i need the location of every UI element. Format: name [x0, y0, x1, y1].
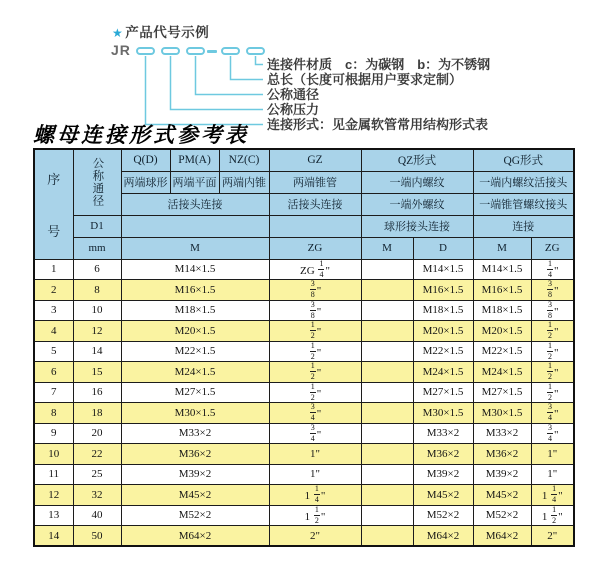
cell-m: M22×1.5	[121, 341, 269, 362]
cell-seq: 4	[34, 321, 73, 342]
cell-dn: 20	[73, 423, 121, 444]
cell-qg-m: M27×1.5	[473, 382, 531, 403]
header-qz-sub-m: M	[361, 237, 413, 259]
label-total-length: 总长（长度可根据用户要求定制）	[267, 72, 463, 87]
cell-qz-m	[361, 300, 413, 321]
cell-qz-d: M16×1.5	[413, 280, 473, 301]
cell-dn: 40	[73, 505, 121, 526]
cell-dn: 18	[73, 403, 121, 424]
header-unit-m: M	[121, 237, 269, 259]
cell-dn: 25	[73, 464, 121, 485]
cell-dn: 12	[73, 321, 121, 342]
cell-qg-zg: $\frac{1}{2}$ "	[531, 362, 574, 383]
cell-qz-d: M45×2	[413, 485, 473, 506]
cell-gz: 1 $\frac{1}{2}$ "	[269, 505, 361, 526]
header-qz-desc: 一端内螺纹	[361, 171, 473, 193]
header-qg-sub-zg: ZG	[531, 237, 574, 259]
cell-gz: $\frac{3}{4}$ "	[269, 423, 361, 444]
cell-qg-m: M22×1.5	[473, 341, 531, 362]
header-dn: 公称通径	[73, 149, 121, 215]
code-box-1	[136, 47, 155, 55]
table-row	[34, 444, 574, 465]
cell-qz-m	[361, 526, 413, 547]
cell-qz-d: M24×1.5	[413, 362, 473, 383]
label-connection-form: 连接形式：见金属软管常用结构形式表	[267, 117, 489, 132]
cell-qz-m	[361, 321, 413, 342]
header-unit-zg: ZG	[269, 237, 361, 259]
label-nominal-pressure: 公称压力	[267, 102, 320, 117]
cell-qg-m: M33×2	[473, 423, 531, 444]
header-qg-row3: 一端锥管螺纹接头	[473, 193, 574, 215]
header-nz-desc: 两端内锥	[219, 171, 269, 193]
cell-qz-m	[361, 423, 413, 444]
cell-qz-d: M33×2	[413, 423, 473, 444]
cell-qz-m	[361, 485, 413, 506]
table-row	[34, 341, 574, 362]
cell-gz: $\frac{1}{2}$ "	[269, 362, 361, 383]
cell-qg-zg: 1"	[531, 444, 574, 465]
header-row-1	[34, 149, 574, 171]
cell-qz-m	[361, 362, 413, 383]
cell-seq: 14	[34, 526, 73, 547]
header-qz-row4: 球形接头连接	[361, 215, 473, 237]
header-col-qg: QG形式	[473, 149, 574, 171]
cell-qz-m	[361, 403, 413, 424]
cell-qg-m: M36×2	[473, 444, 531, 465]
header-qz-row3: 一端外螺纹	[361, 193, 473, 215]
header-blank-gz	[269, 215, 361, 237]
code-box-4	[221, 47, 240, 55]
cell-seq: 5	[34, 341, 73, 362]
cell-m: M45×2	[121, 485, 269, 506]
cell-qg-m: M64×2	[473, 526, 531, 547]
page-title: 螺母连接形式参考表	[33, 123, 249, 147]
table-row	[34, 321, 574, 342]
cell-qz-m	[361, 341, 413, 362]
code-prefix: JR	[111, 42, 131, 58]
cell-seq: 3	[34, 300, 73, 321]
cell-m: M52×2	[121, 505, 269, 526]
cell-gz: 1"	[269, 464, 361, 485]
cell-qz-d: M36×2	[413, 444, 473, 465]
cell-gz: 2"	[269, 526, 361, 547]
cell-m: M16×1.5	[121, 280, 269, 301]
cell-qg-zg: $\frac{1}{4}$ "	[531, 259, 574, 280]
cell-qg-zg: 2"	[531, 526, 574, 547]
header-mm: mm	[73, 237, 121, 259]
cell-seq: 12	[34, 485, 73, 506]
cell-seq: 11	[34, 464, 73, 485]
header-gz-desc: 两端锥管	[269, 171, 361, 193]
cell-qz-d: M14×1.5	[413, 259, 473, 280]
header-row-4	[34, 215, 574, 237]
cell-qg-zg: 1"	[531, 464, 574, 485]
cell-qg-zg: $\frac{1}{2}$ "	[531, 382, 574, 403]
code-dash	[207, 50, 217, 53]
cell-m: M27×1.5	[121, 382, 269, 403]
header-col-pm: PM(A)	[170, 149, 219, 171]
cell-m: M24×1.5	[121, 362, 269, 383]
cell-qz-m	[361, 464, 413, 485]
cell-qg-m: M24×1.5	[473, 362, 531, 383]
cell-dn: 8	[73, 280, 121, 301]
label-nominal-diameter: 公称通径	[267, 87, 320, 102]
header-q-desc: 两端球形	[121, 171, 170, 193]
header-seq: 序 号	[34, 149, 73, 259]
label-material: 连接件材质 c：为碳钢 b：为不锈钢	[267, 57, 491, 72]
header-row-5	[34, 237, 574, 259]
cell-qg-zg: $\frac{1}{2}$ "	[531, 321, 574, 342]
header-col-gz: GZ	[269, 149, 361, 171]
cell-qz-d: M30×1.5	[413, 403, 473, 424]
table-row	[34, 362, 574, 383]
header-col-qz: QZ形式	[361, 149, 473, 171]
cell-gz: 1"	[269, 444, 361, 465]
cell-qg-zg: 1 $\frac{1}{2}$ "	[531, 505, 574, 526]
table-row	[34, 259, 574, 280]
cell-qg-zg: $\frac{3}{8}$ "	[531, 300, 574, 321]
cell-qg-m: M39×2	[473, 464, 531, 485]
cell-seq: 9	[34, 423, 73, 444]
cell-qg-m: M45×2	[473, 485, 531, 506]
cell-m: M64×2	[121, 526, 269, 547]
cell-qz-d: M20×1.5	[413, 321, 473, 342]
cell-qg-zg: $\frac{1}{2}$ "	[531, 341, 574, 362]
cell-m: M18×1.5	[121, 300, 269, 321]
header-qg-sub-m: M	[473, 237, 531, 259]
cell-seq: 2	[34, 280, 73, 301]
cell-qz-m	[361, 280, 413, 301]
code-box-2	[161, 47, 180, 55]
header-union-left: 活接头连接	[121, 193, 269, 215]
cell-m: M33×2	[121, 423, 269, 444]
header-pm-desc: 两端平面	[170, 171, 219, 193]
header-qz-sub-d: D	[413, 237, 473, 259]
cell-qg-m: M30×1.5	[473, 403, 531, 424]
cell-qg-m: M14×1.5	[473, 259, 531, 280]
cell-dn: 32	[73, 485, 121, 506]
table-row	[34, 403, 574, 424]
table-row	[34, 526, 574, 547]
cell-dn: 50	[73, 526, 121, 547]
cell-qg-m: M20×1.5	[473, 321, 531, 342]
diagram-heading-text: 产品代号示例	[125, 25, 210, 40]
cell-gz: $\frac{3}{8}$ "	[269, 300, 361, 321]
cell-dn: 14	[73, 341, 121, 362]
cell-seq: 10	[34, 444, 73, 465]
nut-connection-table	[33, 148, 575, 547]
cell-gz: $\frac{3}{4}$ "	[269, 403, 361, 424]
code-box-3	[186, 47, 205, 55]
cell-qg-zg: 1 $\frac{1}{4}$ "	[531, 485, 574, 506]
cell-qz-m	[361, 259, 413, 280]
cell-gz: ZG $\frac{1}{4}$ "	[269, 259, 361, 280]
cell-qg-zg: $\frac{3}{4}$ "	[531, 423, 574, 444]
cell-qg-m: M16×1.5	[473, 280, 531, 301]
cell-gz: $\frac{3}{8}$ "	[269, 280, 361, 301]
cell-qz-d: M18×1.5	[413, 300, 473, 321]
cell-seq: 13	[34, 505, 73, 526]
table-row	[34, 423, 574, 444]
star-icon: ★	[112, 26, 124, 40]
table-row	[34, 464, 574, 485]
cell-qg-m: M18×1.5	[473, 300, 531, 321]
cell-gz: $\frac{1}{2}$ "	[269, 321, 361, 342]
cell-qz-d: M64×2	[413, 526, 473, 547]
table-body	[34, 259, 574, 546]
diagram-heading	[112, 21, 209, 41]
header-col-q: Q(D)	[121, 149, 170, 171]
cell-seq: 1	[34, 259, 73, 280]
header-qg-row4: 连接	[473, 215, 574, 237]
cell-qz-m	[361, 382, 413, 403]
cell-qz-d: M39×2	[413, 464, 473, 485]
cell-m: M14×1.5	[121, 259, 269, 280]
header-col-nz: NZ(C)	[219, 149, 269, 171]
cell-dn: 22	[73, 444, 121, 465]
cell-qg-zg: $\frac{3}{4}$ "	[531, 403, 574, 424]
cell-qz-d: M52×2	[413, 505, 473, 526]
cell-dn: 6	[73, 259, 121, 280]
cell-seq: 6	[34, 362, 73, 383]
cell-m: M36×2	[121, 444, 269, 465]
table-row	[34, 300, 574, 321]
cell-m: M30×1.5	[121, 403, 269, 424]
table-row	[34, 382, 574, 403]
table-row	[34, 505, 574, 526]
cell-m: M39×2	[121, 464, 269, 485]
cell-qz-m	[361, 505, 413, 526]
cell-gz: $\frac{1}{2}$ "	[269, 382, 361, 403]
table-row	[34, 485, 574, 506]
header-gz-union: 活接头连接	[269, 193, 361, 215]
header-blank-left	[121, 215, 269, 237]
cell-dn: 16	[73, 382, 121, 403]
cell-qz-m	[361, 444, 413, 465]
cell-dn: 10	[73, 300, 121, 321]
cell-qz-d: M27×1.5	[413, 382, 473, 403]
cell-m: M20×1.5	[121, 321, 269, 342]
cell-seq: 7	[34, 382, 73, 403]
header-d1: D1	[73, 215, 121, 237]
cell-qg-zg: $\frac{3}{8}$ "	[531, 280, 574, 301]
cell-qz-d: M22×1.5	[413, 341, 473, 362]
code-box-5	[246, 47, 265, 55]
cell-gz: 1 $\frac{1}{4}$ "	[269, 485, 361, 506]
cell-gz: $\frac{1}{2}$ "	[269, 341, 361, 362]
table-row	[34, 280, 574, 301]
header-qg-desc: 一端内螺纹活接头	[473, 171, 574, 193]
cell-seq: 8	[34, 403, 73, 424]
cell-qg-m: M52×2	[473, 505, 531, 526]
cell-dn: 15	[73, 362, 121, 383]
